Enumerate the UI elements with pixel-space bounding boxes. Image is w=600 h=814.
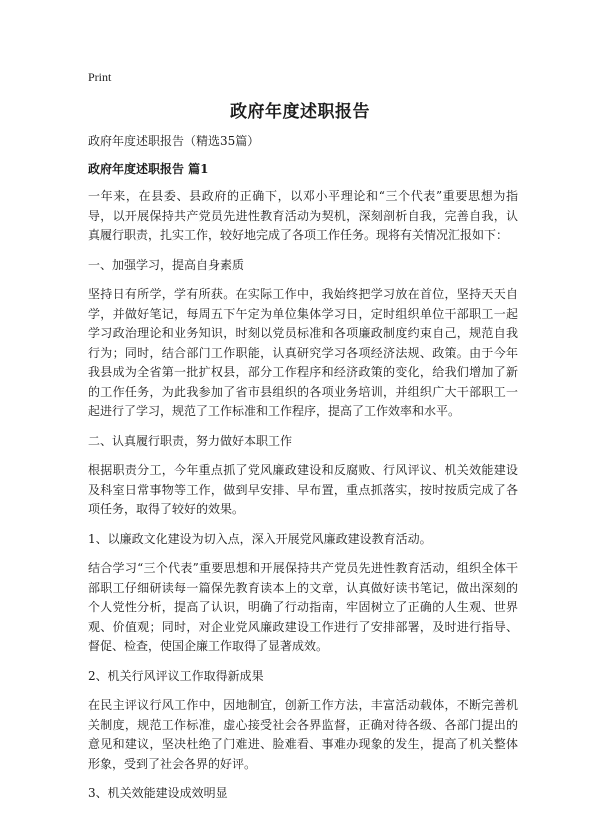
paragraph-integrity-culture: 结合学习“三个代表”重要思想和开展保持共产党员先进性教育活动，组织全体干部职工仔细研读每一篇保先教育读本上的文章，认真做好读书笔记，做出深刻的个人党性分析，提高了认识，明确了行动指南，牢固树立了正确的人生观、世界观、价值观；同时，对企业党风廉政建设工作进行了安排部署，及时进行指导、督促、检查，使国企廉工作取得了显著成效。 [88,561,518,653]
heading-efficiency: 3、机关效能建设成效明显 [88,786,228,800]
paragraph-intro: 一年来，在县委、县政府的正确下，以邓小平理论和“三个代表”重要思想为指导，以开展保持共产党员先进性教育活动为契机，深刻剖析自我，完善自我，认真履行职责，扎实工作，较好地完成了各项工作任务。现将有关情况汇报如下： [88,189,518,242]
document-title: 政府年度述职报告 [230,102,370,122]
heading-duties: 二、认真履行职责，努力做好本职工作 [88,433,293,448]
heading-conduct-review: 2、机关行风评议工作取得新成果 [88,668,264,683]
paragraph-study: 坚持日有所学，学有所获。在实际工作中，我始终把学习放在首位，坚持天天自学，并做好笔记，每周五下午定为单位集体学习日，定时组织单位干部职工一起学习政治理论和业务知识，时刻以党员标准和各项廉政制度约束自己，规范自我行为；同时，结合部门工作职能，认真研究学习各项经济法规、政策。由于今年我县成为全省第一批扩权县，部分工作程序和经济政策的变化，给我们增加了新的工作任务，为此我参加了省市县组织的各项业务培训，并组织广大干部职工一起进行了学习，规范了工作标准和工作程序，提高了工作效率和水平。 [88,287,518,418]
document-body [88,132,518,814]
section-heading: 政府年度述职报告 篇1 [88,161,209,176]
print-link[interactable]: Print [88,70,112,84]
heading-integrity-culture: 1、以廉政文化建设为切入点，深入开展党风廉政建设教育活动。 [88,531,432,546]
heading-study: 一、加强学习，提高自身素质 [88,257,245,272]
paragraph-duties: 根据职责分工，今年重点抓了党风廉政建设和反腐败、行风评议、机关效能建设及科室日常事物等工作，做到早安排、早布置，重点抓落实，按时按质完成了各项任务，取得了较好的效果。 [88,463,518,516]
document-subtitle: 政府年度述职报告（精选35篇） [88,134,260,148]
paragraph-conduct-review: 在民主评议行风工作中，因地制宜，创新工作方法，丰富活动载体，不断完善机关制度，规范工作标准，虚心接受社会各界监督，正确对待各级、各部门提出的意见和建议，坚决杜绝了门难进、脸难看、事难办现象的发生，提高了机关整体形象，受到了社会各界的好评。 [88,698,518,771]
